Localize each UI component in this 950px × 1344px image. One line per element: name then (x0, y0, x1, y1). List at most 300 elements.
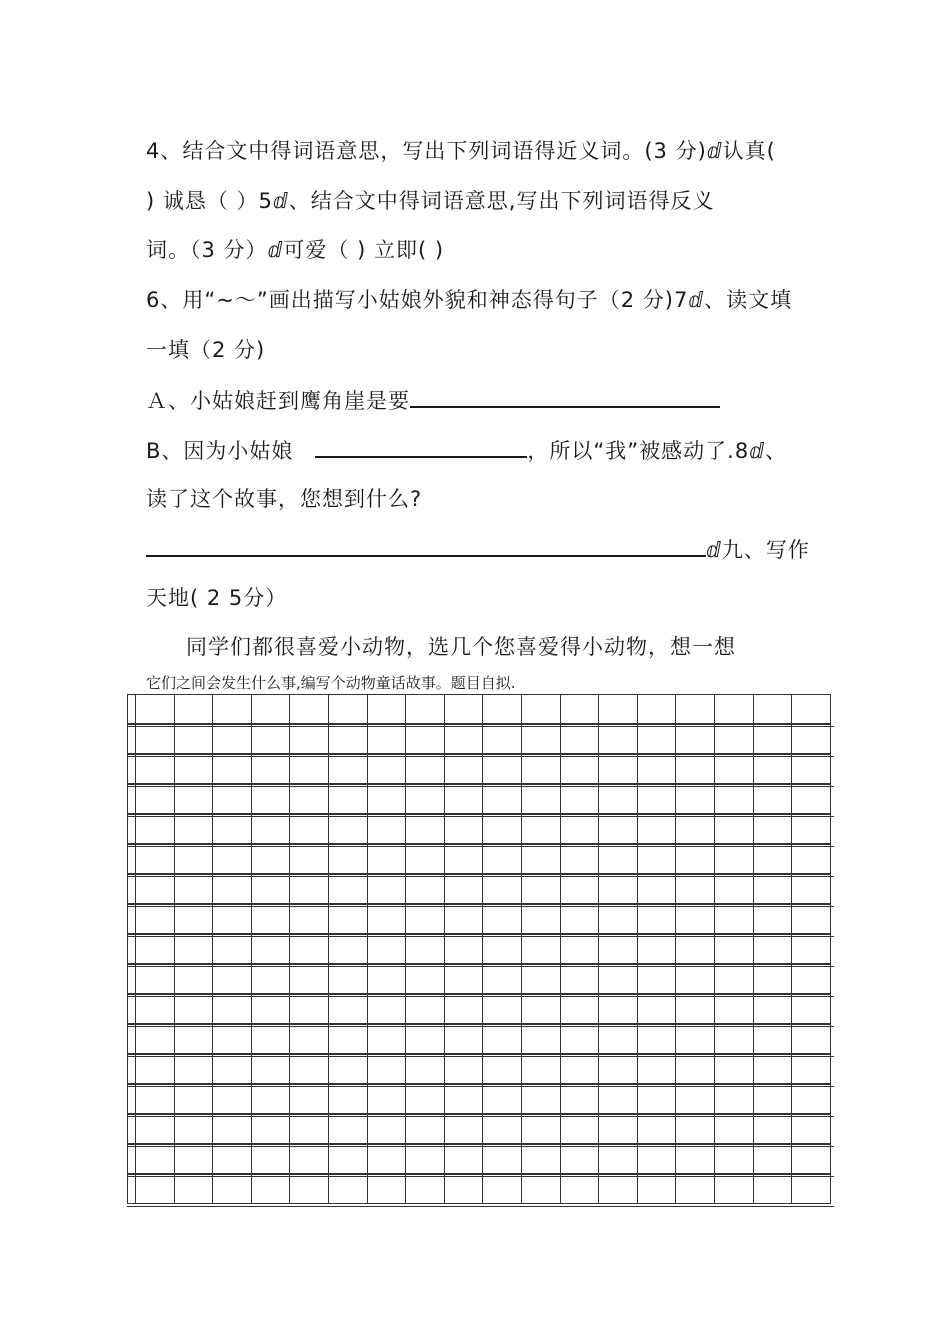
grid-cell[interactable] (561, 695, 600, 723)
grid-cell[interactable] (213, 695, 252, 723)
grid-cell[interactable] (175, 785, 214, 813)
grid-cell[interactable] (754, 755, 793, 783)
grid-cell[interactable] (638, 785, 677, 813)
grid-cell[interactable] (792, 1175, 831, 1203)
answer-blank-b[interactable] (315, 434, 527, 458)
grid-cell[interactable] (445, 815, 484, 843)
grid-cell[interactable] (406, 995, 445, 1023)
grid-cell[interactable] (368, 815, 407, 843)
grid-cell[interactable] (638, 995, 677, 1023)
grid-cell[interactable] (406, 725, 445, 753)
grid-cell[interactable] (715, 965, 754, 993)
grid-cell[interactable] (483, 995, 522, 1023)
grid-cell[interactable] (676, 815, 715, 843)
grid-cell[interactable] (445, 1145, 484, 1173)
grid-cell[interactable] (483, 935, 522, 963)
grid-cell[interactable] (522, 815, 561, 843)
grid-cell[interactable] (213, 755, 252, 783)
grid-cell[interactable] (175, 725, 214, 753)
grid-cell[interactable] (175, 755, 214, 783)
grid-cell[interactable] (136, 995, 175, 1023)
grid-cell[interactable] (136, 1175, 175, 1203)
grid-cell[interactable] (213, 1085, 252, 1113)
grid-cell[interactable] (599, 1115, 638, 1143)
grid-cell[interactable] (676, 1085, 715, 1113)
grid-cell[interactable] (522, 785, 561, 813)
grid-cell[interactable] (406, 755, 445, 783)
grid-cell[interactable] (561, 965, 600, 993)
grid-cell[interactable] (715, 1145, 754, 1173)
grid-cell[interactable] (213, 1055, 252, 1083)
grid-cell[interactable] (213, 995, 252, 1023)
grid-cell[interactable] (406, 845, 445, 873)
grid-cell[interactable] (676, 1145, 715, 1173)
grid-cell[interactable] (715, 905, 754, 933)
grid-cell[interactable] (252, 1025, 291, 1053)
grid-cell[interactable] (175, 935, 214, 963)
grid-cell[interactable] (561, 1175, 600, 1203)
grid-cell[interactable] (754, 1145, 793, 1173)
grid-cell[interactable] (561, 845, 600, 873)
grid-cell[interactable] (213, 815, 252, 843)
grid-cell[interactable] (290, 725, 329, 753)
grid-cell[interactable] (483, 905, 522, 933)
grid-cell[interactable] (252, 1085, 291, 1113)
grid-cell[interactable] (290, 815, 329, 843)
grid-cell[interactable] (136, 695, 175, 723)
grid-cell[interactable] (445, 1085, 484, 1113)
grid-cell[interactable] (175, 845, 214, 873)
grid-cell[interactable] (290, 965, 329, 993)
grid-cell[interactable] (175, 965, 214, 993)
grid-cell[interactable] (715, 1115, 754, 1143)
grid-cell[interactable] (676, 935, 715, 963)
grid-cell[interactable] (754, 1085, 793, 1113)
grid-cell[interactable] (638, 1055, 677, 1083)
grid-cell[interactable] (792, 725, 831, 753)
grid-cell[interactable] (561, 1085, 600, 1113)
grid-cell[interactable] (561, 785, 600, 813)
grid-cell[interactable] (522, 1085, 561, 1113)
grid-cell[interactable] (290, 1055, 329, 1083)
grid-cell[interactable] (792, 845, 831, 873)
grid-cell[interactable] (290, 1025, 329, 1053)
grid-cell[interactable] (290, 875, 329, 903)
grid-cell[interactable] (676, 1115, 715, 1143)
grid-cell[interactable] (252, 935, 291, 963)
grid-cell[interactable] (754, 935, 793, 963)
grid-cell[interactable] (136, 875, 175, 903)
writing-grid[interactable] (127, 694, 831, 1204)
grid-cell[interactable] (290, 785, 329, 813)
grid-cell[interactable] (445, 785, 484, 813)
grid-cell[interactable] (676, 965, 715, 993)
grid-cell[interactable] (638, 935, 677, 963)
grid-cell[interactable] (792, 935, 831, 963)
grid-cell[interactable] (290, 1145, 329, 1173)
grid-cell[interactable] (252, 1145, 291, 1173)
grid-cell[interactable] (483, 695, 522, 723)
grid-cell[interactable] (599, 1055, 638, 1083)
grid-cell[interactable] (290, 755, 329, 783)
grid-cell[interactable] (522, 1115, 561, 1143)
grid-cell[interactable] (676, 905, 715, 933)
grid-cell[interactable] (368, 905, 407, 933)
grid-cell[interactable] (368, 1115, 407, 1143)
grid-cell[interactable] (676, 845, 715, 873)
grid-cell[interactable] (406, 965, 445, 993)
grid-cell[interactable] (599, 755, 638, 783)
grid-cell[interactable] (561, 995, 600, 1023)
grid-cell[interactable] (445, 1055, 484, 1083)
grid-cell[interactable] (561, 1115, 600, 1143)
grid-cell[interactable] (754, 1025, 793, 1053)
grid-cell[interactable] (136, 785, 175, 813)
grid-cell[interactable] (715, 1085, 754, 1113)
grid-cell[interactable] (445, 935, 484, 963)
grid-cell[interactable] (136, 845, 175, 873)
grid-cell[interactable] (599, 995, 638, 1023)
grid-cell[interactable] (638, 845, 677, 873)
answer-blank-a[interactable] (410, 384, 720, 408)
grid-cell[interactable] (754, 1175, 793, 1203)
grid-cell[interactable] (483, 785, 522, 813)
grid-cell[interactable] (599, 875, 638, 903)
grid-cell[interactable] (792, 1085, 831, 1113)
grid-cell[interactable] (754, 965, 793, 993)
grid-cell[interactable] (754, 995, 793, 1023)
grid-cell[interactable] (715, 1055, 754, 1083)
grid-cell[interactable] (522, 845, 561, 873)
grid-cell[interactable] (792, 875, 831, 903)
grid-cell[interactable] (676, 875, 715, 903)
grid-cell[interactable] (792, 905, 831, 933)
grid-cell[interactable] (792, 965, 831, 993)
grid-cell[interactable] (213, 785, 252, 813)
grid-cell[interactable] (406, 815, 445, 843)
grid-cell[interactable] (792, 1055, 831, 1083)
grid-cell[interactable] (252, 725, 291, 753)
grid-cell[interactable] (252, 695, 291, 723)
answer-blank-8[interactable] (146, 533, 706, 557)
grid-cell[interactable] (561, 1055, 600, 1083)
grid-cell[interactable] (252, 875, 291, 903)
grid-cell[interactable] (252, 905, 291, 933)
grid-cell[interactable] (445, 695, 484, 723)
grid-cell[interactable] (754, 1055, 793, 1083)
grid-cell[interactable] (522, 875, 561, 903)
grid-cell[interactable] (329, 1115, 368, 1143)
grid-cell[interactable] (406, 785, 445, 813)
grid-cell[interactable] (406, 1025, 445, 1053)
grid-cell[interactable] (175, 995, 214, 1023)
grid-cell[interactable] (406, 1085, 445, 1113)
grid-cell[interactable] (676, 695, 715, 723)
grid-cell[interactable] (522, 965, 561, 993)
grid-cell[interactable] (754, 785, 793, 813)
grid-cell[interactable] (792, 785, 831, 813)
grid-cell[interactable] (136, 905, 175, 933)
grid-cell[interactable] (213, 725, 252, 753)
grid-cell[interactable] (445, 845, 484, 873)
grid-cell[interactable] (638, 1175, 677, 1203)
grid-cell[interactable] (175, 1085, 214, 1113)
grid-cell[interactable] (638, 965, 677, 993)
grid-cell[interactable] (638, 875, 677, 903)
grid-cell[interactable] (252, 1115, 291, 1143)
grid-cell[interactable] (213, 935, 252, 963)
grid-cell[interactable] (290, 845, 329, 873)
grid-cell[interactable] (368, 695, 407, 723)
grid-cell[interactable] (561, 875, 600, 903)
grid-cell[interactable] (599, 785, 638, 813)
grid-cell[interactable] (715, 815, 754, 843)
grid-cell[interactable] (715, 785, 754, 813)
grid-cell[interactable] (445, 1025, 484, 1053)
grid-cell[interactable] (792, 815, 831, 843)
grid-cell[interactable] (445, 875, 484, 903)
grid-cell[interactable] (329, 755, 368, 783)
grid-cell[interactable] (329, 965, 368, 993)
grid-cell[interactable] (175, 1145, 214, 1173)
grid-cell[interactable] (329, 845, 368, 873)
grid-cell[interactable] (676, 1025, 715, 1053)
grid-cell[interactable] (638, 1115, 677, 1143)
grid-cell[interactable] (406, 905, 445, 933)
grid-cell[interactable] (638, 1025, 677, 1053)
grid-cell[interactable] (368, 935, 407, 963)
grid-cell[interactable] (599, 815, 638, 843)
grid-cell[interactable] (136, 725, 175, 753)
grid-cell[interactable] (676, 1175, 715, 1203)
grid-cell[interactable] (329, 1085, 368, 1113)
grid-cell[interactable] (754, 875, 793, 903)
grid-cell[interactable] (213, 1025, 252, 1053)
grid-cell[interactable] (483, 815, 522, 843)
grid-cell[interactable] (599, 725, 638, 753)
grid-cell[interactable] (754, 815, 793, 843)
grid-cell[interactable] (368, 755, 407, 783)
grid-cell[interactable] (290, 1175, 329, 1203)
grid-cell[interactable] (676, 755, 715, 783)
grid-cell[interactable] (792, 695, 831, 723)
grid-cell[interactable] (483, 1115, 522, 1143)
grid-cell[interactable] (368, 875, 407, 903)
grid-cell[interactable] (136, 935, 175, 963)
grid-cell[interactable] (638, 725, 677, 753)
grid-cell[interactable] (561, 755, 600, 783)
grid-cell[interactable] (406, 695, 445, 723)
grid-cell[interactable] (638, 695, 677, 723)
grid-cell[interactable] (522, 755, 561, 783)
grid-cell[interactable] (175, 695, 214, 723)
grid-cell[interactable] (445, 725, 484, 753)
grid-cell[interactable] (483, 1175, 522, 1203)
grid-cell[interactable] (522, 1145, 561, 1173)
grid-cell[interactable] (252, 995, 291, 1023)
grid-cell[interactable] (599, 935, 638, 963)
grid-cell[interactable] (213, 1115, 252, 1143)
grid-cell[interactable] (445, 755, 484, 783)
grid-cell[interactable] (329, 695, 368, 723)
grid-cell[interactable] (445, 965, 484, 993)
grid-cell[interactable] (483, 1085, 522, 1113)
grid-cell[interactable] (599, 965, 638, 993)
grid-cell[interactable] (754, 725, 793, 753)
grid-cell[interactable] (522, 695, 561, 723)
grid-cell[interactable] (599, 695, 638, 723)
grid-cell[interactable] (329, 1175, 368, 1203)
grid-cell[interactable] (715, 695, 754, 723)
grid-cell[interactable] (445, 1115, 484, 1143)
grid-cell[interactable] (483, 845, 522, 873)
grid-cell[interactable] (329, 1055, 368, 1083)
grid-cell[interactable] (522, 1175, 561, 1203)
grid-cell[interactable] (175, 905, 214, 933)
grid-cell[interactable] (754, 845, 793, 873)
grid-cell[interactable] (136, 1115, 175, 1143)
grid-cell[interactable] (715, 755, 754, 783)
grid-cell[interactable] (406, 935, 445, 963)
grid-cell[interactable] (522, 1025, 561, 1053)
grid-cell[interactable] (290, 995, 329, 1023)
grid-cell[interactable] (792, 1115, 831, 1143)
grid-cell[interactable] (175, 875, 214, 903)
grid-cell[interactable] (368, 1175, 407, 1203)
grid-cell[interactable] (715, 845, 754, 873)
grid-cell[interactable] (483, 725, 522, 753)
grid-cell[interactable] (368, 995, 407, 1023)
grid-cell[interactable] (329, 815, 368, 843)
grid-cell[interactable] (406, 875, 445, 903)
grid-cell[interactable] (715, 875, 754, 903)
grid-cell[interactable] (406, 1175, 445, 1203)
grid-cell[interactable] (368, 1085, 407, 1113)
grid-cell[interactable] (561, 1145, 600, 1173)
grid-cell[interactable] (368, 845, 407, 873)
grid-cell[interactable] (252, 965, 291, 993)
grid-cell[interactable] (638, 1145, 677, 1173)
grid-cell[interactable] (754, 905, 793, 933)
grid-cell[interactable] (599, 1085, 638, 1113)
grid-cell[interactable] (445, 905, 484, 933)
grid-cell[interactable] (213, 875, 252, 903)
grid-cell[interactable] (213, 965, 252, 993)
grid-cell[interactable] (638, 815, 677, 843)
grid-cell[interactable] (406, 1055, 445, 1083)
grid-cell[interactable] (522, 935, 561, 963)
grid-cell[interactable] (561, 905, 600, 933)
grid-cell[interactable] (676, 1055, 715, 1083)
grid-cell[interactable] (252, 815, 291, 843)
grid-cell[interactable] (792, 755, 831, 783)
grid-cell[interactable] (329, 875, 368, 903)
grid-cell[interactable] (599, 905, 638, 933)
grid-cell[interactable] (445, 995, 484, 1023)
grid-cell[interactable] (252, 1175, 291, 1203)
grid-cell[interactable] (290, 1115, 329, 1143)
grid-cell[interactable] (136, 1055, 175, 1083)
grid-cell[interactable] (368, 1025, 407, 1053)
grid-cell[interactable] (213, 905, 252, 933)
grid-cell[interactable] (252, 845, 291, 873)
grid-cell[interactable] (715, 1025, 754, 1053)
grid-cell[interactable] (599, 1025, 638, 1053)
grid-cell[interactable] (599, 1145, 638, 1173)
grid-cell[interactable] (329, 1145, 368, 1173)
grid-cell[interactable] (638, 755, 677, 783)
grid-cell[interactable] (522, 725, 561, 753)
grid-cell[interactable] (136, 1085, 175, 1113)
grid-cell[interactable] (792, 1025, 831, 1053)
grid-cell[interactable] (136, 755, 175, 783)
grid-cell[interactable] (561, 935, 600, 963)
grid-cell[interactable] (483, 1055, 522, 1083)
grid-cell[interactable] (715, 995, 754, 1023)
grid-cell[interactable] (483, 1145, 522, 1173)
grid-cell[interactable] (329, 935, 368, 963)
grid-cell[interactable] (715, 935, 754, 963)
grid-cell[interactable] (638, 905, 677, 933)
grid-cell[interactable] (676, 785, 715, 813)
grid-cell[interactable] (368, 785, 407, 813)
grid-cell[interactable] (638, 1085, 677, 1113)
grid-cell[interactable] (368, 1055, 407, 1083)
grid-cell[interactable] (483, 755, 522, 783)
grid-cell[interactable] (406, 1115, 445, 1143)
grid-cell[interactable] (136, 1025, 175, 1053)
grid-cell[interactable] (175, 815, 214, 843)
grid-cell[interactable] (368, 725, 407, 753)
grid-cell[interactable] (792, 995, 831, 1023)
grid-cell[interactable] (213, 1175, 252, 1203)
grid-cell[interactable] (136, 815, 175, 843)
grid-cell[interactable] (522, 1055, 561, 1083)
grid-cell[interactable] (483, 1025, 522, 1053)
grid-cell[interactable] (252, 785, 291, 813)
grid-cell[interactable] (290, 1085, 329, 1113)
grid-cell[interactable] (329, 1025, 368, 1053)
grid-cell[interactable] (483, 875, 522, 903)
grid-cell[interactable] (676, 995, 715, 1023)
grid-cell[interactable] (136, 965, 175, 993)
grid-cell[interactable] (599, 1175, 638, 1203)
grid-cell[interactable] (715, 1175, 754, 1203)
grid-cell[interactable] (290, 935, 329, 963)
grid-cell[interactable] (754, 1115, 793, 1143)
grid-cell[interactable] (290, 695, 329, 723)
grid-cell[interactable] (329, 905, 368, 933)
grid-cell[interactable] (368, 1145, 407, 1173)
grid-cell[interactable] (406, 1145, 445, 1173)
grid-cell[interactable] (715, 725, 754, 753)
grid-cell[interactable] (290, 905, 329, 933)
grid-cell[interactable] (792, 1145, 831, 1173)
grid-cell[interactable] (445, 1175, 484, 1203)
grid-cell[interactable] (754, 695, 793, 723)
grid-cell[interactable] (175, 1025, 214, 1053)
grid-cell[interactable] (483, 965, 522, 993)
grid-cell[interactable] (676, 725, 715, 753)
grid-cell[interactable] (522, 905, 561, 933)
grid-cell[interactable] (329, 785, 368, 813)
grid-cell[interactable] (252, 1055, 291, 1083)
grid-cell[interactable] (175, 1055, 214, 1083)
grid-cell[interactable] (599, 845, 638, 873)
grid-cell[interactable] (561, 1025, 600, 1053)
grid-cell[interactable] (175, 1175, 214, 1203)
grid-cell[interactable] (175, 1115, 214, 1143)
